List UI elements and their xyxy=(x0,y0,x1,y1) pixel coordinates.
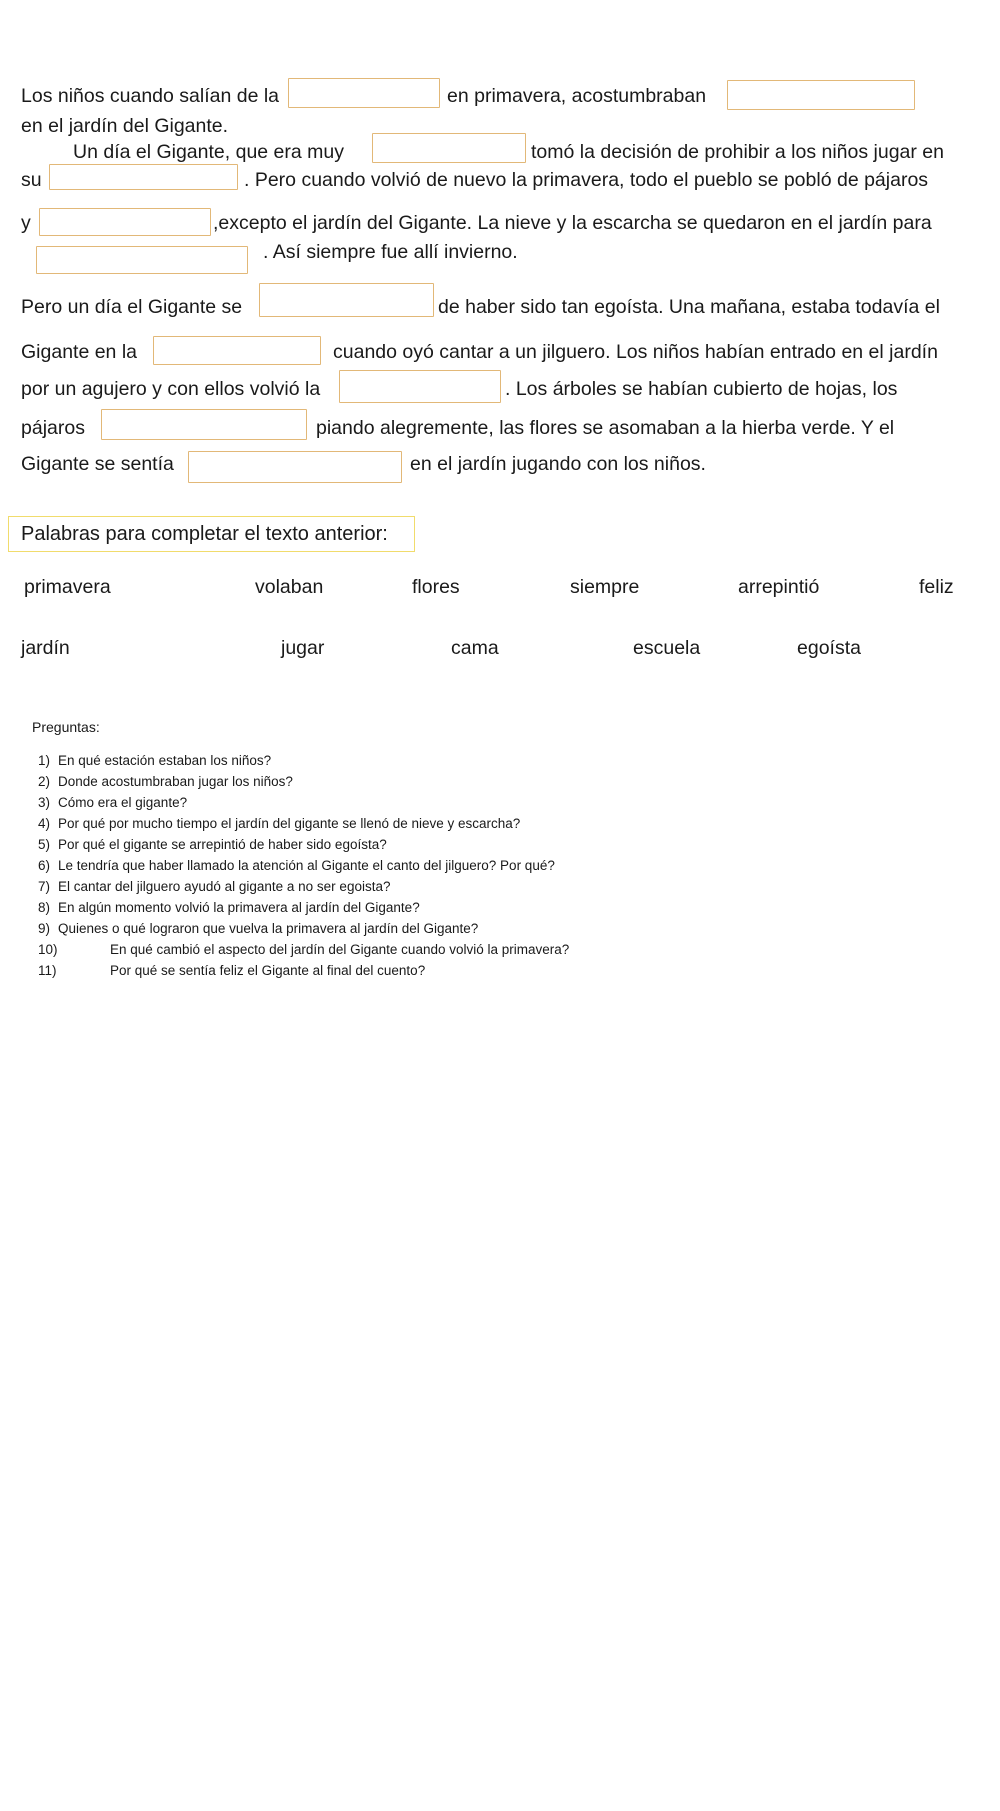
blank-9[interactable] xyxy=(339,370,501,403)
story-text: Gigante en la xyxy=(21,341,138,363)
question-item: 3) Cómo era el gigante? xyxy=(38,795,188,810)
word-bank-item: siempre xyxy=(570,576,640,598)
question-item: 10) En qué cambió el aspecto del jardín del Gigante cuando volvió la primavera? xyxy=(38,942,570,957)
word-bank-item: jardín xyxy=(21,637,70,659)
story-text: por un agujero y con ellos volvió la xyxy=(21,378,321,400)
story-text: . Los árboles se habían cubierto de hojas, los xyxy=(505,378,898,400)
story-text: en el jardín jugando con los niños. xyxy=(410,453,706,475)
word-bank-item: flores xyxy=(412,576,460,598)
blank-2[interactable] xyxy=(727,80,915,110)
word-bank-item: volaban xyxy=(255,576,324,598)
question-item: 5) Por qué el gigante se arrepintió de haber sido egoísta? xyxy=(38,837,387,852)
word-bank-item: jugar xyxy=(281,637,325,659)
story-text: de haber sido tan egoísta. Una mañana, estaba todavía el xyxy=(438,296,940,318)
blank-11[interactable] xyxy=(188,451,402,483)
questions-title: Preguntas: xyxy=(32,719,100,735)
story-text: . Pero cuando volvió de nuevo la primavera, todo el pueblo se pobló de pájaros xyxy=(244,169,929,191)
story-text: cuando oyó cantar a un jilguero. Los niños habían entrado en el jardín xyxy=(333,341,938,363)
story-text: tomó la decisión de prohibir a los niños jugar en xyxy=(531,141,944,163)
word-bank-item: cama xyxy=(451,637,499,659)
story-text: pájaros xyxy=(21,417,85,439)
question-item: 7) El cantar del jilguero ayudó al gigante a no ser egoista? xyxy=(38,879,391,894)
word-bank-item: arrepintió xyxy=(738,576,820,598)
blank-10[interactable] xyxy=(101,409,307,440)
story-text: ,excepto el jardín del Gigante. La nieve y la escarcha se quedaron en el jardín para xyxy=(213,212,932,234)
question-item: 6) Le tendría que haber llamado la atención al Gigante el canto del jilguero? Por qué? xyxy=(38,858,555,873)
word-bank-item: escuela xyxy=(633,637,701,659)
question-item: 1) En qué estación estaban los niños? xyxy=(38,753,272,768)
word-bank-title: Palabras para completar el texto anterior: xyxy=(8,516,415,552)
story-text: su xyxy=(21,169,42,191)
story-text: . Así siempre fue allí invierno. xyxy=(263,241,518,263)
story-text: piando alegremente, las flores se asomaban a la hierba verde. Y el xyxy=(316,417,895,439)
blank-3[interactable] xyxy=(372,133,526,163)
story-text: Pero un día el Gigante se xyxy=(21,296,243,318)
word-bank-item: egoísta xyxy=(797,637,861,659)
story-text: Un día el Gigante, que era muy xyxy=(73,141,344,163)
question-item: 2) Donde acostumbraban jugar los niños? xyxy=(38,774,293,789)
story-text: Gigante se sentía xyxy=(21,453,174,475)
blank-5[interactable] xyxy=(39,208,211,236)
blank-1[interactable] xyxy=(288,78,440,108)
question-item: 8) En algún momento volvió la primavera al jardín del Gigante? xyxy=(38,900,420,915)
word-bank-item: feliz xyxy=(919,576,954,598)
blank-8[interactable] xyxy=(153,336,321,365)
blank-7[interactable] xyxy=(259,283,434,317)
questions-list xyxy=(38,750,569,981)
story-text: Los niños cuando salían de la xyxy=(21,85,280,107)
story-text: en el jardín del Gigante. xyxy=(21,115,229,137)
blank-6[interactable] xyxy=(36,246,248,274)
word-bank-item: primavera xyxy=(24,576,111,598)
question-item: 9) Quienes o qué lograron que vuelva la primavera al jardín del Gigante? xyxy=(38,921,479,936)
question-item: 11) Por qué se sentía feliz el Gigante al final del cuento? xyxy=(38,963,426,978)
story-text: en primavera, acostumbraban xyxy=(447,85,707,107)
story-text: y xyxy=(21,212,31,234)
blank-4[interactable] xyxy=(49,164,238,190)
question-item: 4) Por qué por mucho tiempo el jardín del gigante se llenó de nieve y escarcha? xyxy=(38,816,521,831)
